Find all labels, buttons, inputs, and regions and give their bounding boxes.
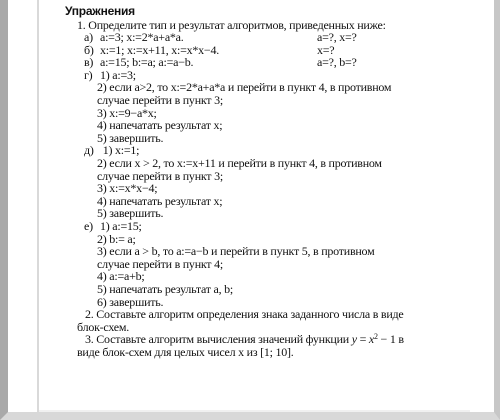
task-1-item-e-step-3: 3) если a > b, то a:=a−b и перейти в пункт 5, в противном bbox=[97, 244, 375, 259]
task-1-title: 1. Определите тип и результат алгоритмов, приведенных ниже: bbox=[77, 17, 386, 32]
task-2-line-1: 2. Составьте алгоритм определения знака заданного числа в виде bbox=[85, 307, 404, 322]
task-1-item-d-step-4: 4) напечатать результат x; bbox=[97, 193, 223, 208]
formula-exponent: 2 bbox=[374, 332, 378, 342]
task-1-item-e-step-6: 6) завершить. bbox=[97, 294, 164, 309]
task-1-item-d-step-3: 3) x:=x*x−4; bbox=[97, 181, 158, 196]
task-1-item-g-step-4: 4) напечатать результат x; bbox=[97, 118, 223, 133]
task-1-item-g-step-3: 3) x:=9−a*x; bbox=[97, 105, 157, 120]
task-1-item-e-step-3-cont: случае перейти в пункт 4; bbox=[97, 256, 223, 271]
task-1-item-b: б) x:=1; x:=x+11, x:=x*x−4. x=? bbox=[84, 42, 335, 57]
task-1-item-d-step-1: д) 1) x:=1; bbox=[84, 143, 140, 158]
task-2-line-2: блок-схем. bbox=[77, 319, 130, 334]
task-3-line-1: 3. Составьте алгоритм вычисления значений функции $y = x^2 - 1$ в bbox=[85, 332, 404, 347]
task-1-item-e-step-1: е) 1) a:=15; bbox=[84, 219, 142, 233]
section-heading: Упражнения bbox=[65, 4, 135, 18]
task-1-item-b-result: x=? bbox=[317, 42, 335, 57]
task-1-item-a: а) a:=3; x:=2*a+a*a. a=?, x=? bbox=[84, 30, 357, 45]
formula-y: y bbox=[351, 332, 357, 347]
formula-x: x bbox=[368, 332, 374, 347]
task-1-item-d-step-5: 5) завершить. bbox=[97, 206, 164, 221]
task-1-item-e-step-4: 4) a:=a+b; bbox=[97, 269, 145, 284]
task-1-item-d-step-2: 2) если x > 2, то x:=x+11 и перейти в пункт 4, в противном bbox=[97, 156, 382, 171]
task-1-item-v-result: a=?, b=? bbox=[317, 55, 357, 70]
task-1-item-a-result: a=?, x=? bbox=[317, 30, 357, 45]
task-3-line-2: виде блок-схем для целых чисел x из [1; 10]. bbox=[77, 344, 294, 359]
task-1-item-g-step-2: 2) если a>2, то x:=2*a+a*a и перейти в пункт 4, в противном bbox=[97, 80, 392, 95]
exercises-section bbox=[45, 5, 465, 359]
task-1-item-g-step-1: г) 1) a:=3; bbox=[84, 67, 136, 82]
task-1-item-v: в) a:=15; b:=a; a:=a−b. a=?, b=? bbox=[84, 55, 357, 70]
task-1-item-g-step-5: 5) завершить. bbox=[97, 130, 164, 145]
task-1-item-e-step-5: 5) напечатать результат a, b; bbox=[97, 281, 233, 296]
task-1-item-d-step-2-cont: случае перейти в пункт 3; bbox=[97, 168, 223, 183]
task-1-item-g-step-2-cont: случае перейти в пункт 3; bbox=[97, 93, 223, 108]
task-1-item-e-step-2: 2) b:= a; bbox=[97, 231, 136, 246]
